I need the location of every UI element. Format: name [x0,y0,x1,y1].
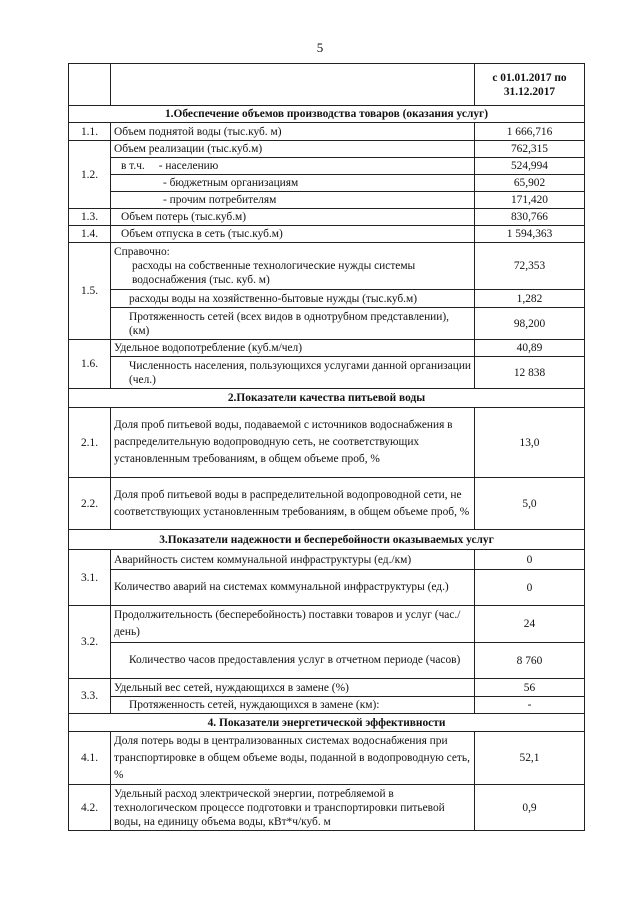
table-row [69,478,585,530]
section-title: 3.Показатели надежности и бесперебойности оказываемых услуг [69,530,585,550]
section-title: 2.Показатели качества питьевой воды [69,389,585,408]
row-number: 3.2. [69,606,111,679]
table-row [69,308,585,340]
section-header [69,106,585,123]
row-number: 4.2. [69,785,111,831]
section-header [69,714,585,732]
row-name: Объем поднятой воды (тыс.куб. м) [111,123,475,141]
row-name: Объем потерь (тыс.куб.м) [111,209,475,226]
row-number: 1.2. [69,141,111,209]
row-name [111,158,475,175]
row-name: Протяженность сетей, нуждающихся в замене (км): [111,697,475,714]
row-value: 1 594,363 [475,226,585,243]
row-value: 0,9 [475,785,585,831]
row-name: Продолжительность (бесперебойность) поставки товаров и услуг (час./день) [111,606,475,643]
row-name: Протяженность сетей (всех видов в однотрубном представлении), (км) [111,308,475,340]
row-value: 72,353 [475,243,585,290]
row-value: 65,902 [475,175,585,192]
table-row [69,357,585,389]
row-value: 13,0 [475,408,585,478]
table-row [69,243,585,290]
row-number: 3.1. [69,550,111,606]
row-value: 8 760 [475,643,585,679]
row-number: 4.1. [69,732,111,785]
table-header-row [69,64,585,106]
row-value: 0 [475,550,585,570]
section-header [69,389,585,408]
row-number: 1.3. [69,209,111,226]
row-name: Количество аварий на системах коммунальной инфраструктуры (ед.) [111,570,475,606]
row-value: 1 666,716 [475,123,585,141]
row-name: Доля потерь воды в централизованных системах водоснабжения при транспортировке в общем объеме воды, поданной в водопроводную сеть, % [111,732,475,785]
table-row [69,570,585,606]
table-row [69,158,585,175]
row-name: Доля проб питьевой воды, подаваемой с источников водоснабжения в распределительную водопроводную сеть, не соответствующих установленным требованиям, в общем объеме проб, % [111,408,475,478]
table-row [69,697,585,714]
row-name-text: - населению [158,160,219,172]
table-row [69,732,585,785]
table-row [69,226,585,243]
table-row [69,550,585,570]
row-value: 40,89 [475,340,585,357]
row-name: расходы воды на хозяйственно-бытовые нужды (тыс.куб.м) [111,290,475,308]
row-name-text: расходы на собственные технологические нужды системы водоснабжения (тыс. куб. м) [132,260,416,286]
table-row [69,192,585,209]
row-name: Объем реализации (тыс.куб.м) [111,141,475,158]
row-name: - прочим потребителям [111,192,475,209]
table-row [69,141,585,158]
row-name: Аварийность систем коммунальной инфраструктуры (ед./км) [111,550,475,570]
row-number: 1.1. [69,123,111,141]
row-value: 12 838 [475,357,585,389]
row-prefix: в т.ч. [121,160,145,172]
row-number: 3.3. [69,679,111,714]
row-number: 2.1. [69,408,111,478]
row-number: 2.2. [69,478,111,530]
row-number: 1.5. [69,243,111,340]
row-value: 56 [475,679,585,697]
row-value: 52,1 [475,732,585,785]
row-value: 1,282 [475,290,585,308]
header-empty-name [111,64,475,106]
row-name: Удельный расход электрической энергии, потребляемой в технологическом процессе подготовки и транспортировки питьевой воды, на единицу объема воды, кВт*ч/куб. м [111,785,475,831]
row-value: 171,420 [475,192,585,209]
row-name: Количество часов предоставления услуг в отчетном периоде (часов) [111,643,475,679]
reference-label: Справочно: [114,246,170,258]
row-name [111,243,475,290]
table-row [69,643,585,679]
table-row [69,606,585,643]
table-row [69,209,585,226]
row-number: 1.6. [69,340,111,389]
table-row [69,785,585,831]
row-value: 524,994 [475,158,585,175]
period-header: с 01.01.2017 по 31.12.2017 [475,64,585,106]
row-name: - бюджетным организациям [111,175,475,192]
row-name: Доля проб питьевой воды в распределительной водопроводной сети, не соответствующих установленным требованиям, в общем объеме проб, % [111,478,475,530]
row-name: Объем отпуска в сеть (тыс.куб.м) [111,226,475,243]
row-value: - [475,697,585,714]
section-header [69,530,585,550]
row-value: 24 [475,606,585,643]
indicators-table [68,63,585,831]
row-number: 1.4. [69,226,111,243]
section-title: 1.Обеспечение объемов производства товаров (оказания услуг) [69,106,585,123]
table-row [69,175,585,192]
page-number: 5 [316,40,324,55]
row-name: Численность населения, пользующихся услугами данной организации (чел.) [111,357,475,389]
table-row [69,123,585,141]
table-row [69,679,585,697]
table-row [69,290,585,308]
row-name: Удельное водопотребление (куб.м/чел) [111,340,475,357]
header-empty-num [69,64,111,106]
section-title: 4. Показатели энергетической эффективности [69,714,585,732]
row-value: 5,0 [475,478,585,530]
table-row [69,340,585,357]
table-row [69,408,585,478]
row-value: 762,315 [475,141,585,158]
row-value: 0 [475,570,585,606]
row-value: 98,200 [475,308,585,340]
row-value: 830,766 [475,209,585,226]
row-name: Удельный вес сетей, нуждающихся в замене (%) [111,679,475,697]
